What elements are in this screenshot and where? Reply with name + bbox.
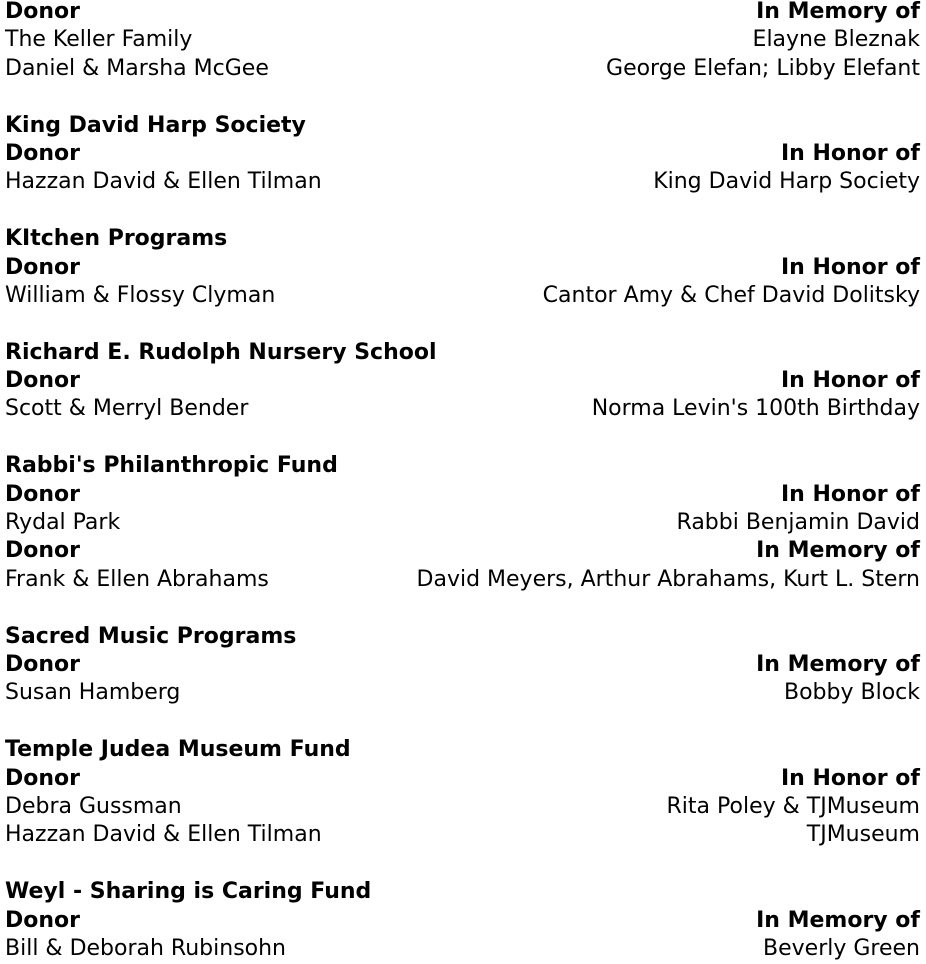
donor-name: Daniel & Marsha McGee	[5, 55, 269, 81]
honoree-name: Beverly Green	[763, 935, 920, 961]
group-header-row	[5, 907, 920, 935]
donor-column-label: Donor	[5, 368, 81, 394]
fund-title: Sacred Music Programs	[5, 623, 297, 649]
section-spacer	[5, 850, 920, 878]
fund-section	[5, 197, 920, 311]
honoree-name: King David Harp Society	[653, 169, 920, 195]
group-header-row	[5, 140, 920, 168]
dedication-type-label: In Memory of	[756, 538, 920, 564]
group-header-row	[5, 537, 920, 565]
honoree-name: Rita Poley & TJMuseum	[666, 793, 920, 819]
honoree-name: Elayne Bleznak	[752, 27, 920, 53]
donor-column-label: Donor	[5, 538, 81, 564]
donation-row	[5, 566, 920, 594]
donation-row	[5, 168, 920, 196]
honoree-name: George Elefan; Libby Elefant	[606, 55, 920, 81]
donor-name: William & Flossy Clyman	[5, 282, 276, 308]
honoree-name: TJMuseum	[806, 822, 920, 848]
donor-name: The Keller Family	[5, 27, 193, 53]
dedication-type-label: In Memory of	[756, 0, 920, 24]
donor-column-label: Donor	[5, 765, 81, 791]
donation-row	[5, 26, 920, 54]
group-header-row	[5, 765, 920, 793]
fund-title: Richard E. Rudolph Nursery School	[5, 339, 437, 365]
dedication-type-label: In Memory of	[756, 907, 920, 933]
donation-row	[5, 282, 920, 310]
donor-column-label: Donor	[5, 481, 81, 507]
fund-title: KItchen Programs	[5, 226, 228, 252]
dedication-type-label: In Memory of	[756, 651, 920, 677]
donor-name: Scott & Merryl Bender	[5, 396, 249, 422]
fund-title: King David Harp Society	[5, 112, 306, 138]
section-spacer	[5, 594, 920, 622]
dedication-type-label: In Honor of	[780, 765, 920, 791]
fund-section	[5, 850, 920, 964]
fund-section	[5, 424, 920, 594]
section-spacer	[5, 708, 920, 736]
fund-section	[5, 310, 920, 424]
donor-column-label: Donor	[5, 140, 81, 166]
donation-row	[5, 679, 920, 707]
donor-name: Bill & Deborah Rubinsohn	[5, 935, 287, 961]
donation-row	[5, 509, 920, 537]
group-header-row	[5, 481, 920, 509]
donation-row	[5, 821, 920, 849]
donor-column-label: Donor	[5, 907, 81, 933]
donor-name: Susan Hamberg	[5, 680, 181, 706]
donation-row	[5, 935, 920, 963]
dedication-type-label: In Honor of	[780, 481, 920, 507]
donor-name: Debra Gussman	[5, 793, 182, 819]
fund-section	[5, 83, 920, 197]
dedication-type-label: In Honor of	[780, 254, 920, 280]
group-header-row	[5, 0, 920, 26]
donation-row	[5, 55, 920, 83]
group-header-row	[5, 651, 920, 679]
fund-section	[5, 594, 920, 708]
honoree-name: Rabbi Benjamin David	[676, 510, 920, 536]
donor-column-label: Donor	[5, 0, 81, 24]
section-spacer	[5, 424, 920, 452]
fund-title: Rabbi's Philanthropic Fund	[5, 453, 338, 479]
honoree-name: David Meyers, Arthur Abrahams, Kurt L. Stern	[416, 566, 920, 592]
fund-section	[5, 708, 920, 850]
honoree-name: Cantor Amy & Chef David Dolitsky	[542, 282, 920, 308]
donation-row	[5, 793, 920, 821]
donor-column-label: Donor	[5, 254, 81, 280]
fund-section	[5, 0, 920, 83]
donation-row	[5, 395, 920, 423]
fund-title: Weyl - Sharing is Caring Fund	[5, 879, 372, 905]
donor-name: Hazzan David & Ellen Tilman	[5, 822, 322, 848]
section-spacer	[5, 83, 920, 111]
section-spacer	[5, 310, 920, 338]
donor-name: Rydal Park	[5, 510, 121, 536]
dedication-type-label: In Honor of	[780, 368, 920, 394]
honoree-name: Norma Levin's 100th Birthday	[591, 396, 920, 422]
dedication-type-label: In Honor of	[780, 140, 920, 166]
donor-name: Hazzan David & Ellen Tilman	[5, 169, 322, 195]
donor-column-label: Donor	[5, 651, 81, 677]
donor-name: Frank & Ellen Abrahams	[5, 566, 269, 592]
group-header-row	[5, 254, 920, 282]
fund-title: Temple Judea Museum Fund	[5, 737, 351, 763]
group-header-row	[5, 367, 920, 395]
section-spacer	[5, 197, 920, 225]
honoree-name: Bobby Block	[784, 680, 920, 706]
